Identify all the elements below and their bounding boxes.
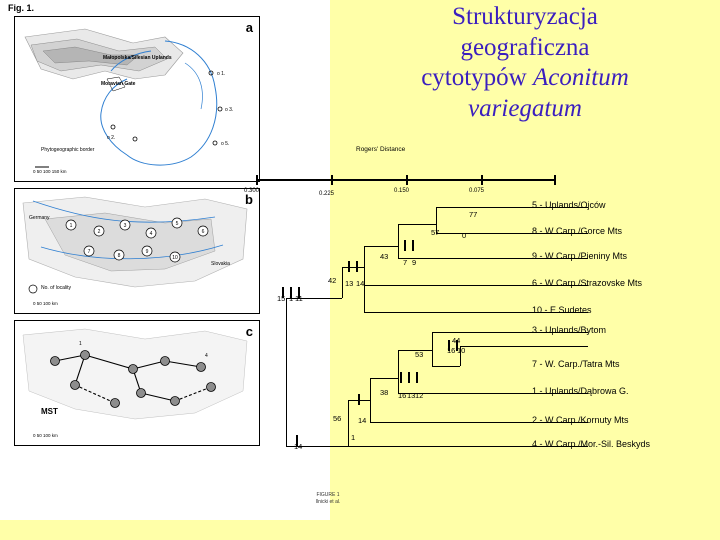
branch-mark xyxy=(412,240,414,251)
panel-a-sub-label: Moravian Gate xyxy=(101,81,136,87)
slide-title xyxy=(330,2,720,124)
tree-leaf-label: 4 - W Carp./Mor.-Sil. Beskyds xyxy=(532,439,651,449)
node-label: 13 xyxy=(345,279,354,288)
svg-text:5: 5 xyxy=(175,221,179,227)
axis-tick xyxy=(406,175,408,185)
panel-a-legend-text: Phytogeographic border xyxy=(41,147,95,153)
tree-leaf-label: 3 - Uplands/Bytom xyxy=(532,325,607,335)
axis-tick xyxy=(481,175,483,185)
tree-leaf-label: 6 - W Carp./Strazovske Mts xyxy=(532,278,643,288)
panel-c-legend-text: MST xyxy=(41,407,58,416)
tree-branch xyxy=(432,332,433,366)
node-label: 15 xyxy=(277,294,286,303)
title-line-2: geograficzna xyxy=(460,33,590,61)
panel-a-scale: 0 50 100 150 km xyxy=(33,169,67,174)
tree-branch xyxy=(398,224,399,258)
panel-c-scale: 0 50 100 km xyxy=(33,433,58,438)
tree-branch xyxy=(286,298,287,446)
figure-footer-line1: FIGURE 1 xyxy=(316,492,340,498)
title-line-3 xyxy=(330,63,720,94)
node-label: 16 xyxy=(398,391,407,400)
tree-branch xyxy=(460,346,588,347)
tree-branch xyxy=(342,267,364,268)
title-line-4: variegatum xyxy=(468,94,582,122)
node-label: 53 xyxy=(415,350,424,359)
node-label: 16 xyxy=(447,346,456,355)
axis-tick xyxy=(256,175,258,185)
node-label: 13 xyxy=(407,391,416,400)
tree-branch xyxy=(348,400,349,446)
tree-branch xyxy=(398,350,399,393)
panel-a-region-label: Małopolska/Silesian Uplands xyxy=(103,55,172,61)
title-line-1: Strukturyzacja xyxy=(452,3,598,30)
axis-tick-label: 0.150 xyxy=(394,188,410,194)
map-panel-b xyxy=(14,188,260,314)
branch-mark xyxy=(358,394,360,405)
node-label: 7 xyxy=(403,258,408,267)
node-label: 44 xyxy=(452,336,461,345)
svg-text:o 3.: o 3. xyxy=(225,107,234,113)
tree-leaf-label: 10 - E Sudetes xyxy=(532,305,592,315)
panel-b-legend-text: No. of locality xyxy=(41,285,72,291)
branch-mark xyxy=(416,372,418,383)
svg-text:4: 4 xyxy=(205,353,208,359)
svg-text:8: 8 xyxy=(117,253,121,259)
tree-branch xyxy=(342,267,343,298)
axis-tick-label: 0.300 xyxy=(244,188,260,194)
node-label: 57 xyxy=(431,228,440,237)
branch-mark xyxy=(356,261,358,272)
panel-b-letter: b xyxy=(245,192,253,207)
svg-text:3: 3 xyxy=(123,223,127,229)
branch-mark xyxy=(348,261,350,272)
tree-leaf-label: 9 - W Carp./Pieniny Mts xyxy=(532,251,628,261)
tree-branch xyxy=(364,246,398,247)
map-panel-a xyxy=(14,16,260,182)
svg-text:7: 7 xyxy=(87,249,91,255)
node-label: 14 xyxy=(356,279,365,288)
svg-text:o 1.: o 1. xyxy=(217,71,226,77)
node-label: 43 xyxy=(380,252,389,261)
dendrogram xyxy=(240,146,720,476)
node-label: 42 xyxy=(328,276,337,285)
title-line-3-italic: Aconitum xyxy=(532,64,629,91)
node-label: 1 xyxy=(289,294,294,303)
title-line-3-prefix: cytotypów xyxy=(421,64,533,91)
axis-tick xyxy=(554,175,556,185)
svg-text:1: 1 xyxy=(79,341,82,347)
svg-text:10: 10 xyxy=(172,255,178,261)
svg-text:4: 4 xyxy=(149,231,153,237)
svg-text:2: 2 xyxy=(97,229,101,235)
node-label: 38 xyxy=(380,388,389,397)
tree-branch xyxy=(432,366,460,367)
branch-mark xyxy=(400,372,402,383)
tree-leaf-label: 2 - W Carp./Kornuty Mts xyxy=(532,415,629,425)
node-label: 1 xyxy=(351,433,356,442)
node-label: 9 xyxy=(412,258,417,267)
tree-leaf-label: 7 - W. Carp./Tatra Mts xyxy=(532,359,620,369)
map-c-graphic xyxy=(15,321,259,445)
svg-text:Slovakia: Slovakia xyxy=(211,261,230,267)
svg-text:9: 9 xyxy=(145,249,149,255)
tree-leaf-label: 8 - W Carp./Gorce Mts xyxy=(532,226,623,236)
svg-text:1: 1 xyxy=(69,223,73,229)
svg-text:Germany: Germany xyxy=(29,215,50,221)
map-b-graphic xyxy=(15,189,259,313)
node-label: 14 xyxy=(358,416,367,425)
node-label: 0 xyxy=(462,231,467,240)
axis-title: Rogers' Distance xyxy=(356,146,406,153)
figure-footer xyxy=(298,492,358,506)
panel-c-letter: c xyxy=(245,324,253,339)
tree-leaf-label: 5 - Uplands/Ojców xyxy=(532,200,606,210)
node-label: 11 xyxy=(295,294,303,303)
figure-footer-line2: Ilnicki et al. xyxy=(315,499,341,505)
tree-branch xyxy=(398,224,436,225)
svg-text:o 2.: o 2. xyxy=(107,135,116,141)
axis-tick-label: 0.075 xyxy=(469,188,485,194)
svg-text:6: 6 xyxy=(201,229,205,235)
node-label: 77 xyxy=(469,210,478,219)
node-label: 56 xyxy=(333,414,342,423)
branch-mark xyxy=(408,372,410,383)
node-label: 12 xyxy=(415,391,424,400)
tree-branch xyxy=(436,207,474,208)
map-a-graphic xyxy=(15,17,259,181)
figure-label: Fig. 1. xyxy=(8,3,35,13)
tree-branch xyxy=(370,378,398,379)
node-label: 14 xyxy=(294,442,303,451)
svg-text:o 5.: o 5. xyxy=(221,141,230,147)
map-panel-c xyxy=(14,320,260,446)
tree-leaf-label: 1 - Uplands/Dąbrowa G. xyxy=(532,386,629,396)
panel-b-scale: 0 50 100 km xyxy=(33,301,58,306)
tree-branch xyxy=(370,378,371,422)
axis-tick-label: 0.225 xyxy=(319,191,335,197)
branch-mark xyxy=(404,240,406,251)
node-label: 10 xyxy=(457,346,466,355)
axis-tick xyxy=(331,175,333,185)
panel-a-letter: a xyxy=(245,20,253,35)
